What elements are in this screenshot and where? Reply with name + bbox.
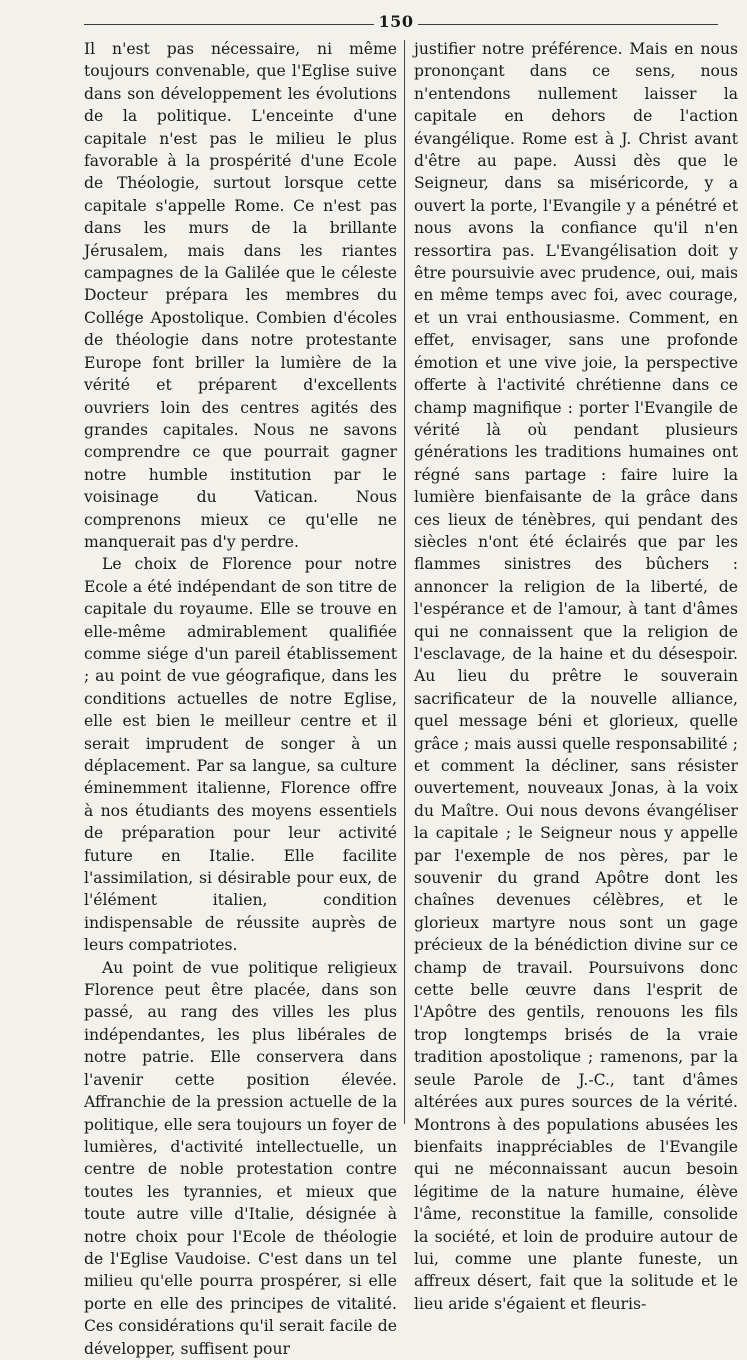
header-rule-left: [84, 24, 374, 25]
paragraph: Il n'est pas nécessaire, ni même toujours convenable, que l'Eglise suive dans son développement les évolutions de la politique. L'enceinte d'une capitale n'est pas le milieu le plus favorable à la prospérité d'une Ecole de Théologie, surtout lorsque cette capitale s'appelle Rome. Ce n'est pas dans les murs de la brillante Jérusalem, mais dans les riantes campagnes de la Galilée que le céleste Docteur prépara les membres du Collége Apostolique. Combien d'écoles de théologie dans notre protestante Europe font briller la lumière de la vérité et préparent d'excellents ouvriers loin des centres agités des grandes capitales. Nous ne savons comprendre ce que pourrait gagner notre humble institution par le voisinage du Vatican. Nous comprenons mieux ce qu'elle ne manquerait pas d'y perdre.: [84, 40, 397, 551]
paragraph: Au point de vue politique religieux Florence peut être placée, dans son passé, au rang des villes les plus indépendantes, les plus libérales de notre patrie. Elle conservera dans l'avenir cette position élevée. Affranchie de la pression actuelle de la politique, elle sera toujours un foyer de lumières, d'activité intellectuelle, un centre de noble protestation contre toutes les tyrannies, et mieux que toute autre ville d'Italie, désignée à notre choix pour l'Ecole de théologie de l'Eglise Vaudoise. C'est dans un tel milieu qu'elle pourra prospérer, si elle porte en elle des principes de vitalité. Ces considérations qu'il serait facile de développer, suffisent pour: [84, 958, 397, 1358]
column-divider: [404, 40, 405, 1124]
left-column: [84, 38, 397, 1360]
paragraph: Le choix de Florence pour notre Ecole a été indépendant de son titre de capitale du royaume. Elle se trouve en elle-même admirablement qualifiée comme siége d'un pareil établissement ; au point de vue géografique, dans les conditions actuelles de notre Eglise, elle est bien le meilleur centre et il serait imprudent de songer à un déplacement. Par sa langue, sa culture éminemment italienne, Florence offre à nos étudiants des moyens essentiels de préparation pour leur activité future en Italie. Elle facilite l'assimilation, si désirable pour eux, de l'élément italien, condition indispensable de réussite auprès de leurs compatriotes.: [84, 555, 397, 955]
page-number: 150: [378, 12, 414, 31]
right-column: [414, 38, 738, 1315]
header-rule-right: [418, 24, 718, 25]
paragraph: justifier notre préférence. Mais en nous prononçant dans ce sens, nous n'entendons nullement laisser la capitale en dehors de l'action évangélique. Rome est à J. Christ avant d'être au pape. Aussi dès que le Seigneur, dans sa miséricorde, y a ouvert la porte, l'Evangile y a pénétré et nous avons la confiance qu'il n'en ressortira pas. L'Evangélisation doit y être poursuivie avec prudence, oui, mais en même temps avec foi, avec courage, et un vrai enthousiasme. Comment, en effet, envisager, sans une profonde émotion et une vive joie, la perspective offerte à l'activité chrétienne dans ce champ magnifique : porter l'Evangile de vérité là où pendant plusieurs générations les traditions humaines ont régné sans partage : faire luire la lumière bienfaisante de la grâce dans ces lieux de ténèbres, qui pendant des siècles n'ont été éclairés que par les flammes sinistres des bûchers : annoncer la religion de la liberté, de l'espérance et de l'amour, à tant d'âmes qui ne connaissent que la religion de l'esclavage, de la haine et du désespoir. Au lieu du prêtre le souverain sacrificateur de la nouvelle alliance, quel message béni et glorieux, quelle grâce ; mais aussi quelle responsabilité ; et comment la décliner, sans résister ouvertement, nouveaux Jonas, à la voix du Maître. Oui nous devons évangéliser la capitale ; le Seigneur nous y appelle par l'exemple de nos pères, par le souvenir du grand Apôtre dont les chaînes devenues célèbres, et le glorieux martyre nous sont un gage précieux de la bénédiction divine sur ce champ de travail. Poursuivons donc cette belle œuvre dans l'esprit de l'Apôtre des gentils, renouons les fils trop longtemps brisés de la vraie tradition apostolique ; ramenons, par la seule Parole de J.-C., tant d'âmes altérées aux pures sources de la vérité. Montrons à des populations abusées les bienfaits inappréciables de l'Evangile qui ne méconnaissant aucun besoin légitime de la nature humaine, élève l'âme, reconstitue la famille, consolide la société, et loin de produire autour de lui, comme une plante funeste, un affreux désert, fait que la solitude et le lieu aride s'égaient et fleuris-: [414, 40, 738, 1313]
page-header: [0, 10, 747, 34]
